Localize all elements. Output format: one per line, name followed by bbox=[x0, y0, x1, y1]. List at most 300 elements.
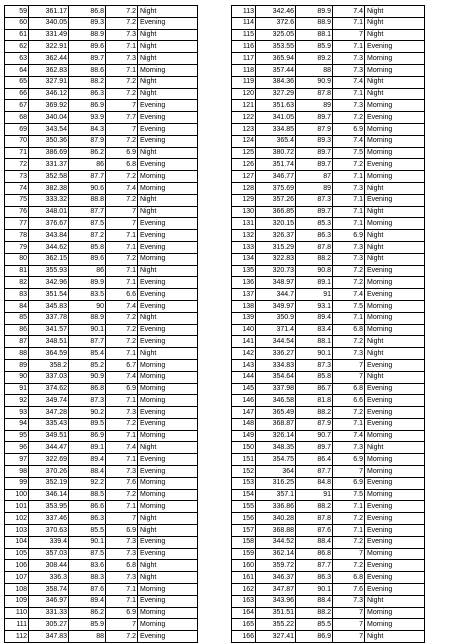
row-id-cell: 115 bbox=[232, 29, 256, 41]
value-a-cell: 327.91 bbox=[29, 76, 69, 88]
value-a-cell: 344.62 bbox=[29, 241, 69, 253]
row-id-cell: 158 bbox=[232, 536, 256, 548]
table-row bbox=[232, 29, 425, 41]
value-c-cell: 6.8 bbox=[333, 383, 365, 395]
table-row bbox=[232, 135, 425, 147]
value-a-cell: 370.26 bbox=[29, 466, 69, 478]
table-row bbox=[5, 513, 198, 525]
time-of-day-cell: Morning bbox=[365, 619, 425, 631]
value-b-cell: 85.9 bbox=[296, 41, 333, 53]
value-b-cell: 87.2 bbox=[69, 230, 106, 242]
value-c-cell: 7 bbox=[333, 631, 365, 643]
table-row bbox=[232, 430, 425, 442]
row-id-cell: 129 bbox=[232, 194, 256, 206]
value-c-cell: 7.1 bbox=[333, 171, 365, 183]
value-c-cell: 7.1 bbox=[106, 241, 138, 253]
table-row bbox=[5, 194, 198, 206]
table-row bbox=[232, 230, 425, 242]
value-b-cell: 83.5 bbox=[69, 289, 106, 301]
data-table-right-body bbox=[232, 6, 425, 643]
value-b-cell: 83.4 bbox=[296, 324, 333, 336]
value-c-cell: 6.9 bbox=[333, 454, 365, 466]
value-c-cell: 7.1 bbox=[333, 418, 365, 430]
value-b-cell: 87.9 bbox=[296, 418, 333, 430]
value-b-cell: 87.5 bbox=[69, 548, 106, 560]
value-c-cell: 7.3 bbox=[333, 182, 365, 194]
row-id-cell: 114 bbox=[232, 17, 256, 29]
value-b-cell: 84.3 bbox=[69, 123, 106, 135]
table-row bbox=[232, 407, 425, 419]
table-row bbox=[232, 489, 425, 501]
value-a-cell: 362.83 bbox=[29, 64, 69, 76]
value-b-cell: 89.2 bbox=[296, 53, 333, 65]
value-c-cell: 7.4 bbox=[106, 371, 138, 383]
value-a-cell: 358.74 bbox=[29, 584, 69, 596]
row-id-cell: 77 bbox=[5, 218, 29, 230]
value-c-cell: 7.1 bbox=[106, 430, 138, 442]
table-row bbox=[5, 277, 198, 289]
time-of-day-cell: Evening bbox=[138, 454, 198, 466]
table-row bbox=[5, 206, 198, 218]
value-c-cell: 7.3 bbox=[333, 64, 365, 76]
value-a-cell: 322.69 bbox=[29, 454, 69, 466]
value-c-cell: 7.2 bbox=[106, 418, 138, 430]
time-of-day-cell: Night bbox=[138, 41, 198, 53]
row-id-cell: 84 bbox=[5, 300, 29, 312]
value-b-cell: 88.2 bbox=[69, 76, 106, 88]
row-id-cell: 165 bbox=[232, 619, 256, 631]
row-id-cell: 144 bbox=[232, 371, 256, 383]
table-row bbox=[232, 53, 425, 65]
value-a-cell: 343.54 bbox=[29, 123, 69, 135]
row-id-cell: 111 bbox=[5, 619, 29, 631]
value-b-cell: 85.8 bbox=[296, 371, 333, 383]
table-row bbox=[5, 466, 198, 478]
value-c-cell: 7.3 bbox=[333, 595, 365, 607]
value-a-cell: 340.04 bbox=[29, 112, 69, 124]
value-c-cell: 7.3 bbox=[106, 548, 138, 560]
value-b-cell: 87.9 bbox=[296, 123, 333, 135]
value-b-cell: 88 bbox=[69, 631, 106, 643]
value-a-cell: 331.37 bbox=[29, 159, 69, 171]
value-c-cell: 7.3 bbox=[333, 253, 365, 265]
time-of-day-cell: Evening bbox=[138, 218, 198, 230]
value-c-cell: 7 bbox=[106, 123, 138, 135]
value-a-cell: 339.4 bbox=[29, 536, 69, 548]
value-a-cell: 337.78 bbox=[29, 312, 69, 324]
row-id-cell: 160 bbox=[232, 560, 256, 572]
table-row bbox=[232, 171, 425, 183]
time-of-day-cell: Morning bbox=[138, 64, 198, 76]
time-of-day-cell: Morning bbox=[138, 430, 198, 442]
value-a-cell: 349.74 bbox=[29, 395, 69, 407]
time-of-day-cell: Morning bbox=[365, 218, 425, 230]
value-b-cell: 86 bbox=[69, 265, 106, 277]
table-row bbox=[5, 501, 198, 513]
value-b-cell: 86.8 bbox=[69, 383, 106, 395]
value-a-cell: 347.83 bbox=[29, 631, 69, 643]
value-b-cell: 86.9 bbox=[69, 430, 106, 442]
value-c-cell: 7.2 bbox=[333, 560, 365, 572]
value-b-cell: 91 bbox=[296, 289, 333, 301]
value-b-cell: 86.8 bbox=[296, 548, 333, 560]
value-c-cell: 7.3 bbox=[106, 572, 138, 584]
value-a-cell: 326.37 bbox=[256, 230, 296, 242]
time-of-day-cell: Night bbox=[365, 17, 425, 29]
row-id-cell: 120 bbox=[232, 88, 256, 100]
time-of-day-cell: Morning bbox=[365, 135, 425, 147]
value-b-cell: 89.9 bbox=[69, 277, 106, 289]
value-b-cell: 88.6 bbox=[69, 64, 106, 76]
time-of-day-cell: Morning bbox=[365, 324, 425, 336]
value-c-cell: 6.9 bbox=[333, 477, 365, 489]
value-a-cell: 336.27 bbox=[256, 348, 296, 360]
value-b-cell: 87.8 bbox=[296, 241, 333, 253]
value-b-cell: 87.7 bbox=[69, 171, 106, 183]
value-c-cell: 7.1 bbox=[106, 265, 138, 277]
table-row bbox=[232, 312, 425, 324]
value-a-cell: 353.55 bbox=[256, 41, 296, 53]
value-c-cell: 7.2 bbox=[106, 253, 138, 265]
value-b-cell: 89.6 bbox=[69, 41, 106, 53]
value-b-cell: 88.8 bbox=[69, 194, 106, 206]
time-of-day-cell: Night bbox=[138, 442, 198, 454]
value-b-cell: 87 bbox=[296, 171, 333, 183]
table-row bbox=[5, 17, 198, 29]
value-b-cell: 89.5 bbox=[69, 418, 106, 430]
value-a-cell: 375.69 bbox=[256, 182, 296, 194]
row-id-cell: 70 bbox=[5, 135, 29, 147]
table-row bbox=[5, 348, 198, 360]
time-of-day-cell: Morning bbox=[138, 607, 198, 619]
value-b-cell: 87.7 bbox=[69, 206, 106, 218]
time-of-day-cell: Morning bbox=[138, 383, 198, 395]
table-row bbox=[232, 253, 425, 265]
value-c-cell: 7 bbox=[333, 619, 365, 631]
value-b-cell: 85.8 bbox=[69, 241, 106, 253]
value-a-cell: 349.51 bbox=[29, 430, 69, 442]
table-row bbox=[5, 407, 198, 419]
row-id-cell: 79 bbox=[5, 241, 29, 253]
table-row bbox=[5, 454, 198, 466]
time-of-day-cell: Night bbox=[138, 560, 198, 572]
value-a-cell: 341.05 bbox=[256, 112, 296, 124]
row-id-cell: 123 bbox=[232, 123, 256, 135]
table-row bbox=[232, 182, 425, 194]
table-row bbox=[5, 619, 198, 631]
table-row bbox=[5, 477, 198, 489]
table-row bbox=[5, 88, 198, 100]
time-of-day-cell: Night bbox=[138, 265, 198, 277]
value-c-cell: 7.1 bbox=[333, 17, 365, 29]
table-row bbox=[5, 418, 198, 430]
value-a-cell: 305.27 bbox=[29, 619, 69, 631]
table-row bbox=[5, 147, 198, 159]
value-a-cell: 346.14 bbox=[29, 489, 69, 501]
time-of-day-cell: Morning bbox=[365, 607, 425, 619]
row-id-cell: 71 bbox=[5, 147, 29, 159]
time-of-day-cell: Morning bbox=[138, 477, 198, 489]
row-id-cell: 73 bbox=[5, 171, 29, 183]
row-id-cell: 100 bbox=[5, 489, 29, 501]
value-a-cell: 355.22 bbox=[256, 619, 296, 631]
table-row bbox=[232, 265, 425, 277]
row-id-cell: 61 bbox=[5, 29, 29, 41]
time-of-day-cell: Evening bbox=[365, 513, 425, 525]
time-of-day-cell: Night bbox=[138, 147, 198, 159]
value-a-cell: 346.97 bbox=[29, 595, 69, 607]
row-id-cell: 86 bbox=[5, 324, 29, 336]
time-of-day-cell: Night bbox=[365, 336, 425, 348]
row-id-cell: 107 bbox=[5, 572, 29, 584]
table-row bbox=[5, 336, 198, 348]
value-a-cell: 364 bbox=[256, 466, 296, 478]
value-a-cell: 333.32 bbox=[29, 194, 69, 206]
value-b-cell: 90.2 bbox=[69, 407, 106, 419]
time-of-day-cell: Morning bbox=[138, 182, 198, 194]
value-c-cell: 7.2 bbox=[106, 135, 138, 147]
value-a-cell: 316.25 bbox=[256, 477, 296, 489]
value-c-cell: 7 bbox=[333, 607, 365, 619]
value-c-cell: 7 bbox=[106, 218, 138, 230]
value-b-cell: 88.1 bbox=[296, 29, 333, 41]
value-b-cell: 89.3 bbox=[296, 135, 333, 147]
value-a-cell: 344.47 bbox=[29, 442, 69, 454]
table-row bbox=[232, 241, 425, 253]
value-c-cell: 7.1 bbox=[333, 41, 365, 53]
value-b-cell: 86.4 bbox=[296, 454, 333, 466]
value-b-cell: 86.3 bbox=[296, 230, 333, 242]
row-id-cell: 113 bbox=[232, 6, 256, 18]
table-row bbox=[5, 6, 198, 18]
row-id-cell: 124 bbox=[232, 135, 256, 147]
time-of-day-cell: Night bbox=[365, 442, 425, 454]
time-of-day-cell: Night bbox=[138, 312, 198, 324]
value-b-cell: 91 bbox=[296, 489, 333, 501]
value-b-cell: 88.2 bbox=[296, 607, 333, 619]
value-a-cell: 357.44 bbox=[256, 64, 296, 76]
time-of-day-cell: Evening bbox=[138, 241, 198, 253]
value-b-cell: 88.4 bbox=[69, 466, 106, 478]
time-of-day-cell: Night bbox=[365, 88, 425, 100]
value-c-cell: 7.1 bbox=[106, 395, 138, 407]
row-id-cell: 157 bbox=[232, 525, 256, 537]
row-id-cell: 63 bbox=[5, 53, 29, 65]
time-of-day-cell: Evening bbox=[365, 560, 425, 572]
value-b-cell: 86.2 bbox=[69, 147, 106, 159]
table-row bbox=[232, 466, 425, 478]
table-row bbox=[5, 631, 198, 643]
row-id-cell: 59 bbox=[5, 6, 29, 18]
value-c-cell: 6.9 bbox=[333, 123, 365, 135]
value-b-cell: 87.8 bbox=[296, 88, 333, 100]
value-c-cell: 7.2 bbox=[333, 277, 365, 289]
time-of-day-cell: Evening bbox=[365, 159, 425, 171]
table-row bbox=[5, 548, 198, 560]
value-a-cell: 357.1 bbox=[256, 489, 296, 501]
value-a-cell: 346.77 bbox=[256, 171, 296, 183]
value-a-cell: 384.36 bbox=[256, 76, 296, 88]
value-a-cell: 345.83 bbox=[29, 300, 69, 312]
table-row bbox=[5, 300, 198, 312]
table-row bbox=[232, 6, 425, 18]
value-c-cell: 6.6 bbox=[106, 289, 138, 301]
table-row bbox=[232, 76, 425, 88]
row-id-cell: 162 bbox=[232, 584, 256, 596]
time-of-day-cell: Evening bbox=[365, 265, 425, 277]
time-of-day-cell: Evening bbox=[365, 418, 425, 430]
time-of-day-cell: Evening bbox=[138, 548, 198, 560]
row-id-cell: 87 bbox=[5, 336, 29, 348]
row-id-cell: 91 bbox=[5, 383, 29, 395]
time-of-day-cell: Morning bbox=[365, 123, 425, 135]
table-row bbox=[5, 383, 198, 395]
value-a-cell: 327.41 bbox=[256, 631, 296, 643]
value-a-cell: 334.85 bbox=[256, 123, 296, 135]
table-row bbox=[5, 595, 198, 607]
time-of-day-cell: Morning bbox=[365, 430, 425, 442]
value-b-cell: 81.8 bbox=[296, 395, 333, 407]
time-of-day-cell: Evening bbox=[138, 277, 198, 289]
row-id-cell: 110 bbox=[5, 607, 29, 619]
time-of-day-cell: Morning bbox=[138, 584, 198, 596]
row-id-cell: 76 bbox=[5, 206, 29, 218]
table-row bbox=[232, 206, 425, 218]
value-c-cell: 7.6 bbox=[333, 584, 365, 596]
time-of-day-cell: Night bbox=[138, 572, 198, 584]
table-row bbox=[5, 489, 198, 501]
table-row bbox=[232, 336, 425, 348]
row-id-cell: 134 bbox=[232, 253, 256, 265]
value-a-cell: 364.59 bbox=[29, 348, 69, 360]
row-id-cell: 152 bbox=[232, 466, 256, 478]
value-b-cell: 87.6 bbox=[296, 525, 333, 537]
value-a-cell: 336.3 bbox=[29, 572, 69, 584]
table-row bbox=[5, 289, 198, 301]
time-of-day-cell: Evening bbox=[138, 336, 198, 348]
value-c-cell: 6.8 bbox=[333, 572, 365, 584]
row-id-cell: 106 bbox=[5, 560, 29, 572]
value-b-cell: 90.1 bbox=[69, 324, 106, 336]
value-a-cell: 326.14 bbox=[256, 430, 296, 442]
value-b-cell: 86.6 bbox=[69, 501, 106, 513]
value-c-cell: 6.9 bbox=[106, 383, 138, 395]
row-id-cell: 62 bbox=[5, 41, 29, 53]
row-id-cell: 138 bbox=[232, 300, 256, 312]
value-b-cell: 86 bbox=[69, 159, 106, 171]
value-c-cell: 7.2 bbox=[333, 265, 365, 277]
value-a-cell: 343.96 bbox=[256, 595, 296, 607]
time-of-day-cell: Evening bbox=[138, 112, 198, 124]
value-a-cell: 350.36 bbox=[29, 135, 69, 147]
table-row bbox=[232, 88, 425, 100]
value-b-cell: 83.6 bbox=[69, 560, 106, 572]
value-a-cell: 346.37 bbox=[256, 572, 296, 584]
row-id-cell: 82 bbox=[5, 277, 29, 289]
time-of-day-cell: Evening bbox=[138, 536, 198, 548]
value-b-cell: 86.3 bbox=[69, 88, 106, 100]
table-row bbox=[5, 525, 198, 537]
table-row bbox=[5, 76, 198, 88]
row-id-cell: 94 bbox=[5, 418, 29, 430]
value-b-cell: 86.3 bbox=[69, 513, 106, 525]
time-of-day-cell: Morning bbox=[365, 171, 425, 183]
row-id-cell: 163 bbox=[232, 595, 256, 607]
value-a-cell: 359.72 bbox=[256, 560, 296, 572]
time-of-day-cell: Evening bbox=[138, 407, 198, 419]
value-c-cell: 7 bbox=[106, 100, 138, 112]
value-b-cell: 85.4 bbox=[69, 348, 106, 360]
value-a-cell: 331.49 bbox=[29, 29, 69, 41]
time-of-day-cell: Evening bbox=[138, 230, 198, 242]
value-a-cell: 351.74 bbox=[256, 159, 296, 171]
time-of-day-cell: Evening bbox=[138, 135, 198, 147]
table-row bbox=[5, 430, 198, 442]
row-id-cell: 90 bbox=[5, 371, 29, 383]
table-row bbox=[5, 53, 198, 65]
row-id-cell: 102 bbox=[5, 513, 29, 525]
table-row bbox=[5, 371, 198, 383]
value-b-cell: 87.7 bbox=[69, 336, 106, 348]
table-row bbox=[232, 300, 425, 312]
value-b-cell: 88.5 bbox=[69, 489, 106, 501]
row-id-cell: 164 bbox=[232, 607, 256, 619]
value-a-cell: 315.29 bbox=[256, 241, 296, 253]
value-a-cell: 348.35 bbox=[256, 442, 296, 454]
value-a-cell: 344.52 bbox=[256, 536, 296, 548]
value-a-cell: 351.63 bbox=[256, 100, 296, 112]
time-of-day-cell: Evening bbox=[138, 631, 198, 643]
value-b-cell: 87.8 bbox=[296, 513, 333, 525]
value-c-cell: 7 bbox=[333, 371, 365, 383]
time-of-day-cell: Night bbox=[365, 631, 425, 643]
table-row bbox=[5, 171, 198, 183]
value-a-cell: 331.33 bbox=[29, 607, 69, 619]
value-a-cell: 352.19 bbox=[29, 477, 69, 489]
table-row bbox=[232, 395, 425, 407]
value-a-cell: 320.73 bbox=[256, 265, 296, 277]
value-b-cell: 87.9 bbox=[69, 135, 106, 147]
value-a-cell: 344.7 bbox=[256, 289, 296, 301]
value-a-cell: 372.6 bbox=[256, 17, 296, 29]
value-b-cell: 89.1 bbox=[296, 277, 333, 289]
table-row bbox=[232, 418, 425, 430]
value-a-cell: 382.38 bbox=[29, 182, 69, 194]
row-id-cell: 131 bbox=[232, 218, 256, 230]
table-row bbox=[232, 560, 425, 572]
time-of-day-cell: Night bbox=[365, 206, 425, 218]
table-row bbox=[5, 324, 198, 336]
value-c-cell: 7 bbox=[106, 513, 138, 525]
row-id-cell: 93 bbox=[5, 407, 29, 419]
row-id-cell: 96 bbox=[5, 442, 29, 454]
value-a-cell: 322.91 bbox=[29, 41, 69, 53]
value-c-cell: 7.2 bbox=[106, 88, 138, 100]
time-of-day-cell: Evening bbox=[138, 300, 198, 312]
value-b-cell: 86.7 bbox=[296, 383, 333, 395]
value-a-cell: 325.05 bbox=[256, 29, 296, 41]
value-a-cell: 346.12 bbox=[29, 88, 69, 100]
value-c-cell: 7.2 bbox=[106, 194, 138, 206]
value-a-cell: 380.72 bbox=[256, 147, 296, 159]
value-b-cell: 85.3 bbox=[296, 218, 333, 230]
value-b-cell: 90 bbox=[69, 300, 106, 312]
value-c-cell: 6.9 bbox=[333, 230, 365, 242]
table-row bbox=[232, 41, 425, 53]
value-c-cell: 7.2 bbox=[333, 513, 365, 525]
time-of-day-cell: Morning bbox=[138, 359, 198, 371]
time-of-day-cell: Evening bbox=[138, 595, 198, 607]
